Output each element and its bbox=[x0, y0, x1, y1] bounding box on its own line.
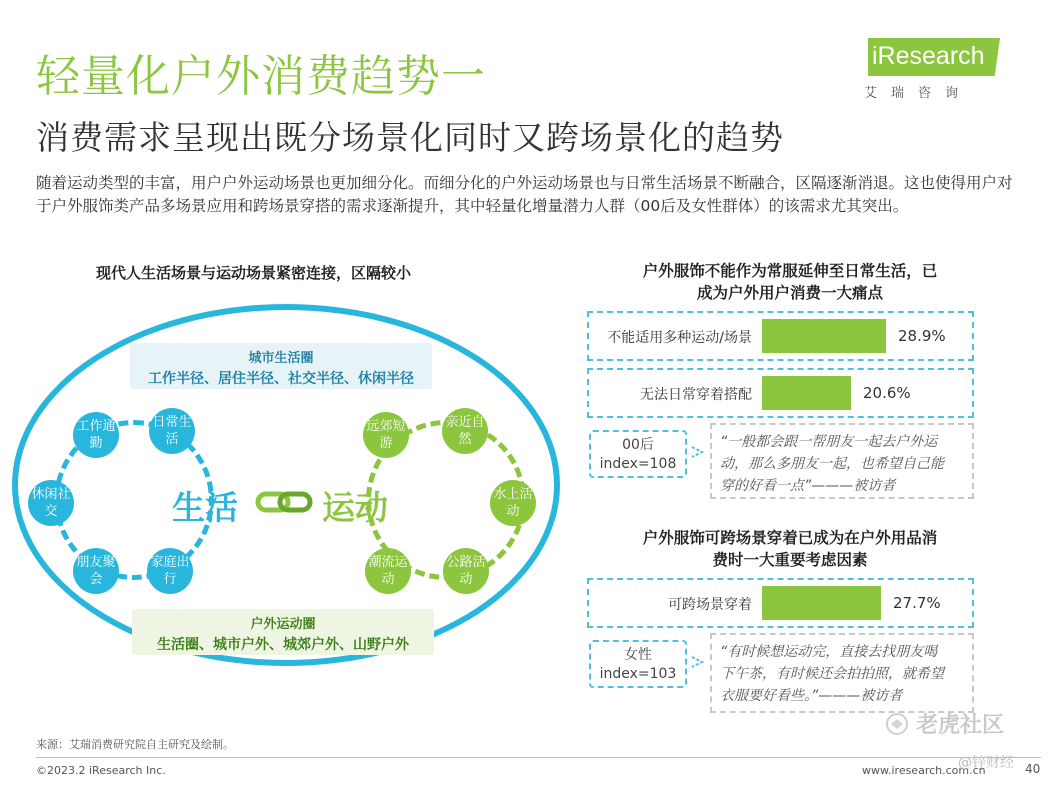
panel2-bar-1 bbox=[762, 586, 881, 620]
site-url: www.iresearch.com.cn bbox=[862, 764, 986, 777]
panel1-bar-label-1: 不能适用多种运动/场景 bbox=[607, 330, 752, 346]
sport-node-suburb: 远郊短游 bbox=[363, 412, 409, 458]
panel1-quote-line2: 动，那么多朋友一起，也希望自己能 bbox=[720, 456, 944, 472]
panel1-quote bbox=[710, 423, 974, 499]
panel2-quote-line1: “有时候想运动完，直接去找朋友喝 bbox=[720, 644, 938, 660]
panel1-bar-2 bbox=[762, 376, 851, 410]
diagram-heading: 现代人生活场景与运动场景紧密连接，区隔较小 bbox=[96, 264, 412, 282]
panel1-bar-1 bbox=[762, 319, 886, 353]
life-node-commute: 工作通勤 bbox=[73, 412, 119, 458]
panel2-index-box bbox=[589, 640, 687, 688]
panel2-quote-line2: 下午茶，有时候还会拍拍照，就希望 bbox=[720, 666, 944, 682]
panel1-heading-line2: 成为户外用户消费一大痛点 bbox=[696, 284, 883, 302]
arrow-right-icon bbox=[690, 445, 710, 459]
footer-divider bbox=[36, 757, 1041, 758]
panel2-heading-line2: 费时一大重要考虑因素 bbox=[712, 551, 868, 569]
tiger-logo-icon bbox=[882, 712, 912, 736]
source-note: 来源：艾瑞消费研究院自主研究及绘制。 bbox=[36, 738, 234, 751]
panel2-index-value: index=103 bbox=[599, 666, 677, 682]
link-icon bbox=[255, 490, 313, 514]
outdoor-circle-title: 户外运动圈 bbox=[250, 617, 316, 632]
intro-paragraph: 随着运动类型的丰富，用户户外运动场景也更加细分化。而细分化的户外运动场景也与日常生活场景不断融合，区隔逐渐消退。这也使得用户对于户外服饰类产品多场景应用和跨场景穿搭的需求逐渐提升，其中轻量化增量潜力人群（00后及女性群体）的该需求尤其突出。 bbox=[36, 174, 1013, 215]
panel1-heading-line1: 户外服饰不能作为常服延伸至日常生活，已 bbox=[642, 262, 938, 280]
panel2-quote bbox=[710, 633, 974, 713]
panel1-heading bbox=[580, 260, 1000, 304]
life-node-leisure: 休闲社交 bbox=[28, 480, 74, 526]
panel1-quote-line3: 穿的好看一点”———被访者 bbox=[720, 478, 896, 494]
life-node-family: 家庭出行 bbox=[147, 548, 193, 594]
logo-text: iResearch bbox=[872, 42, 985, 70]
panel2-quote-line3: 衣服要好看些。”———被访者 bbox=[720, 688, 903, 704]
panel1-index-group: 00后 bbox=[622, 437, 654, 453]
page-title: 轻量化户外消费趋势一 bbox=[36, 51, 486, 102]
life-node-daily: 日常生活 bbox=[149, 408, 195, 454]
city-life-circle-box bbox=[130, 343, 432, 389]
panel1-index-box bbox=[589, 430, 687, 478]
page-number: 40 bbox=[1025, 762, 1041, 776]
panel1-bar-label-2: 无法日常穿着搭配 bbox=[640, 387, 752, 403]
watermark-community: 老虎社区 bbox=[916, 713, 1005, 738]
sport-node-water: 水上活动 bbox=[490, 480, 536, 526]
panel2-index-group: 女性 bbox=[624, 647, 652, 663]
panel1-quote-line1: “一般都会跟一帮朋友一起去户外运 bbox=[720, 434, 938, 450]
watermark-author: @锌财经 bbox=[958, 755, 1014, 771]
outdoor-circle-items: 生活圈、城市户外、城郊户外、山野户外 bbox=[157, 637, 409, 653]
page-subtitle: 消费需求呈现出既分场景化同时又跨场景化的趋势 bbox=[36, 118, 784, 157]
city-circle-title: 城市生活圈 bbox=[248, 351, 314, 366]
panel1-index-value: index=108 bbox=[599, 456, 677, 472]
panel2-heading bbox=[580, 527, 1000, 571]
city-circle-items: 工作半径、居住半径、社交半径、休闲半径 bbox=[148, 371, 414, 387]
outdoor-circle-box bbox=[132, 609, 434, 655]
sport-node-road: 公路活动 bbox=[443, 548, 489, 594]
sport-node-nature: 亲近自然 bbox=[442, 408, 488, 454]
panel1-bar-value-1: 28.9% bbox=[898, 327, 946, 345]
logo-subtext: 艾瑞咨询 bbox=[864, 86, 973, 101]
iresearch-logo bbox=[862, 38, 1000, 101]
panel1-bar-value-2: 20.6% bbox=[863, 384, 911, 402]
sport-label: 运动 bbox=[322, 488, 388, 527]
life-label: 生活 bbox=[172, 488, 238, 527]
copyright: ©2023.2 iResearch Inc. bbox=[36, 764, 166, 777]
arrow-right-icon bbox=[690, 655, 710, 669]
panel2-bar-label-1: 可跨场景穿着 bbox=[668, 597, 752, 613]
life-node-friends: 朋友聚会 bbox=[73, 548, 119, 594]
panel2-bar-value-1: 27.7% bbox=[893, 594, 941, 612]
panel2-heading-line1: 户外服饰可跨场景穿着已成为在户外用品消 bbox=[642, 529, 938, 547]
sport-node-trend: 潮流运动 bbox=[365, 548, 411, 594]
